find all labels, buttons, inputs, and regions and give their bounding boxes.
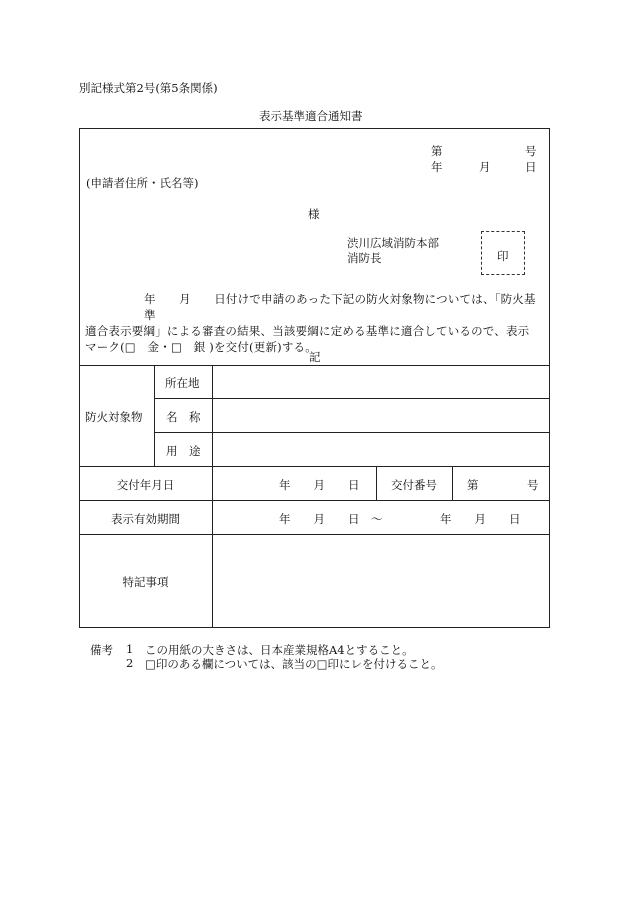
- validity-label: 表示有効期間: [111, 512, 180, 526]
- divider-name: [154, 432, 550, 433]
- date-day: 日: [525, 160, 537, 174]
- divider-ki: [79, 365, 550, 366]
- divider-validity: [79, 534, 550, 535]
- issue-no-label: 交付番号: [391, 478, 437, 492]
- issuer-org: 渋川広域消防本部: [347, 236, 439, 250]
- note-2-number: 2: [126, 656, 134, 670]
- issue-date-label: 交付年月日: [116, 478, 175, 492]
- note-2-text: □印のある欄については、該当の□印にレを付けること。: [145, 657, 443, 671]
- ki-heading: 記: [309, 350, 321, 364]
- vline-target: [154, 365, 155, 466]
- validity-tilde: ～: [371, 512, 383, 526]
- date-month: 月: [479, 160, 491, 174]
- body-line-1: 年 月 日付けで申請のあった下記の防火対象物については、「防火基準: [144, 292, 536, 322]
- issuer-title: 消防長: [347, 251, 382, 265]
- issue-no-suffix: 号: [527, 478, 539, 492]
- date-year: 年: [431, 160, 443, 174]
- vline-label: [212, 365, 213, 628]
- validity-to: 年 月 日: [440, 512, 521, 526]
- body-line-2: 適合表示要綱」による審査の結果、当該要綱に定める基準に適合しているので、表示: [85, 324, 530, 338]
- note-1-text: この用紙の大きさは、日本産業規格A4とすること。: [145, 643, 414, 657]
- remarks-label: 特記事項: [122, 575, 169, 589]
- seal-mark: 印: [497, 249, 509, 263]
- vline-issue-no-right: [452, 466, 453, 500]
- issue-no-prefix: 第: [467, 478, 479, 492]
- form-frame: [79, 128, 550, 628]
- divider-issue: [79, 500, 550, 501]
- name-label: 名 称: [166, 410, 201, 424]
- notice-body: [85, 291, 547, 355]
- number-suffix: 号: [525, 144, 537, 158]
- divider-location: [154, 398, 550, 399]
- notes-label: 備考: [90, 643, 113, 657]
- location-label: 所在地: [165, 376, 200, 390]
- applicant-label: (申請者住所・氏名等): [86, 176, 199, 190]
- form-id: 別記様式第2号(第5条関係): [79, 81, 218, 95]
- divider-target: [79, 466, 550, 467]
- honorific: 様: [308, 207, 320, 221]
- number-prefix: 第: [431, 144, 443, 158]
- target-label: 防火対象物: [85, 410, 143, 424]
- note-1-number: 1: [126, 642, 134, 656]
- body-line-3: マーク(□ 金・□ 銀 )を交付(更新)する。: [85, 340, 317, 354]
- issue-date-value: 年 月 日: [279, 478, 360, 492]
- usage-label: 用 途: [166, 444, 201, 458]
- document-title: 表示基準適合通知書: [259, 109, 363, 123]
- validity-from: 年 月 日: [279, 512, 360, 526]
